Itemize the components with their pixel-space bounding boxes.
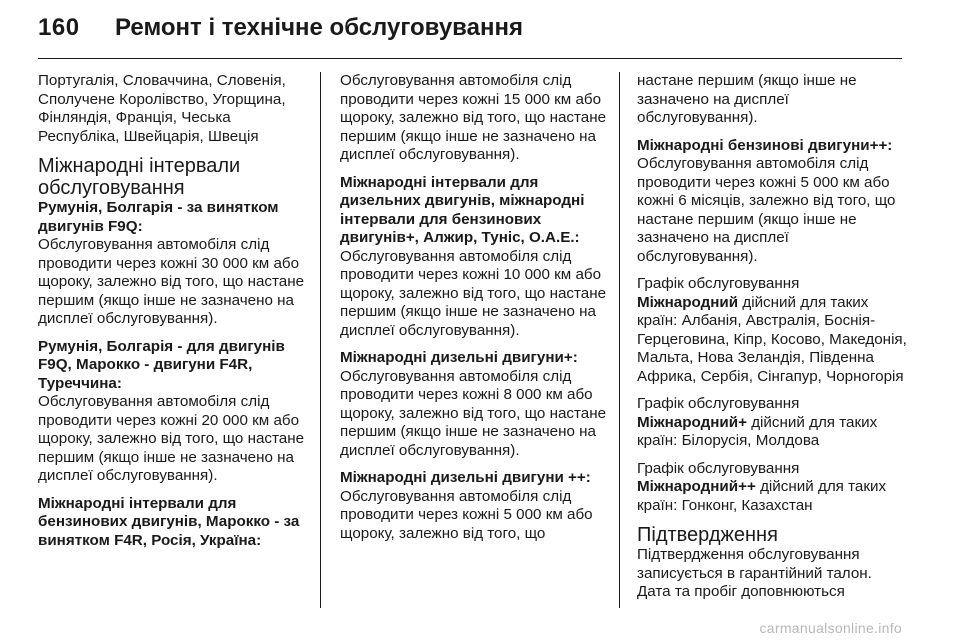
block-heading: Міжнародні бензинові двигуни++: — [637, 136, 893, 154]
schedule-countries: дійсний для таких країн: Білорусія, Молдова — [637, 413, 878, 449]
schedule-label: Графік обслуговування — [637, 459, 800, 477]
schedule-name: Міжнародний++ — [637, 478, 756, 495]
block-heading: Румунія, Болгарія - за винятком двигунів F9Q: — [38, 199, 279, 235]
column-1 — [38, 72, 310, 550]
block-text: Обслуговування автомобіля слід проводити через кожні 10 000 км або щороку, залежно від того, що настане першим (якщо інше не зазначено на дисплеї обслуговування). — [340, 247, 607, 339]
schedule-countries: дійсний для таких країн: Албанія, Австралія, Боснія-Герцеговина, Кіпр, Косово, Македонія, Мальта, Нова Зеландія, Південна Африка, Сербія, Сінгапур, Чорногорія — [637, 293, 907, 385]
schedule-name: Міжнародний+ — [637, 413, 747, 431]
block-text: Обслуговування автомобіля слід проводити через кожні 15 000 км або щороку, залежно від того, що настане першим (якщо інше не зазначено на дисплеї обслуговування). — [340, 72, 607, 163]
schedule-entry — [637, 275, 909, 386]
schedule-entry — [637, 395, 909, 451]
block-text: Обслуговування автомобіля слід проводити через кожні 20 000 км або щороку, залежно від того, що настане першим (якщо інше не зазначено на дисплеї обслуговування). — [38, 393, 305, 484]
block-heading: Міжнародні інтервали для дизельних двигунів, міжнародні інтервали для бензинових двигунів+, Алжир, Туніс, О.А.Е.: — [340, 173, 585, 246]
schedule-label: Графік обслуговування — [637, 275, 800, 292]
block-text: Підтвердження обслуговування записується в гарантійний талон. Дата та пробіг доповнюються — [637, 546, 872, 600]
schedule-entry — [637, 460, 909, 516]
schedule-countries: дійсний для таких країн: Гонконг, Казахстан — [637, 478, 887, 514]
country-list: Португалія, Словаччина, Словенія, Сполучене Королівство, Угорщина, Фінляндія, Франція, Чеська Республіка, Швейцарія, Швеція — [38, 72, 286, 145]
block-heading: Румунія, Болгарія - для двигунів F9Q, Марокко - двигуни F4R, Туреччина: — [38, 337, 285, 392]
section-title: Міжнародні інтервали обслуговування — [38, 155, 241, 199]
column-divider — [619, 72, 620, 608]
column-3 — [637, 72, 909, 611]
block-text: Обслуговування автомобіля слід проводити через кожні 5 000 км або кожні 6 місяців, залежно від того, що настане першим (якщо інше не зазначено на дисплеї обслуговування). — [637, 155, 896, 265]
section-title: Підтвердження — [637, 524, 778, 546]
block-text: Обслуговування автомобіля слід проводити через кожні 5 000 км або щороку, залежно від того, що — [340, 487, 593, 542]
block-heading: Міжнародні дизельні двигуни ++: — [340, 469, 591, 486]
schedule-name: Міжнародний — [637, 293, 739, 311]
block-text: Обслуговування автомобіля слід проводити через кожні 8 000 км або щороку, залежно від того, що настане першим (якщо інше не зазначено на дисплеї обслуговування). — [340, 367, 607, 459]
schedule-label: Графік обслуговування — [637, 395, 800, 412]
block-text: Обслуговування автомобіля слід проводити через кожні 30 000 км або щороку, залежно від того, що настане першим (якщо інше не зазначено на дисплеї обслуговування). — [38, 236, 305, 327]
block-heading: Міжнародні дизельні двигуни+: — [340, 349, 578, 366]
page-number: 160 — [38, 14, 80, 41]
watermark: carmanualsonline.info — [759, 620, 902, 636]
column-2 — [340, 72, 612, 552]
page-header — [0, 0, 960, 60]
block-text: настане першим (якщо інше не зазначено на дисплеї обслуговування). — [637, 72, 857, 126]
header-rule — [38, 58, 902, 59]
block-heading: Міжнародні інтервали для бензинових двигунів, Марокко - за винятком F4R, Росія, Україна: — [38, 494, 300, 549]
page-title: Ремонт і технічне обслуговування — [115, 14, 523, 41]
column-divider — [320, 72, 321, 608]
